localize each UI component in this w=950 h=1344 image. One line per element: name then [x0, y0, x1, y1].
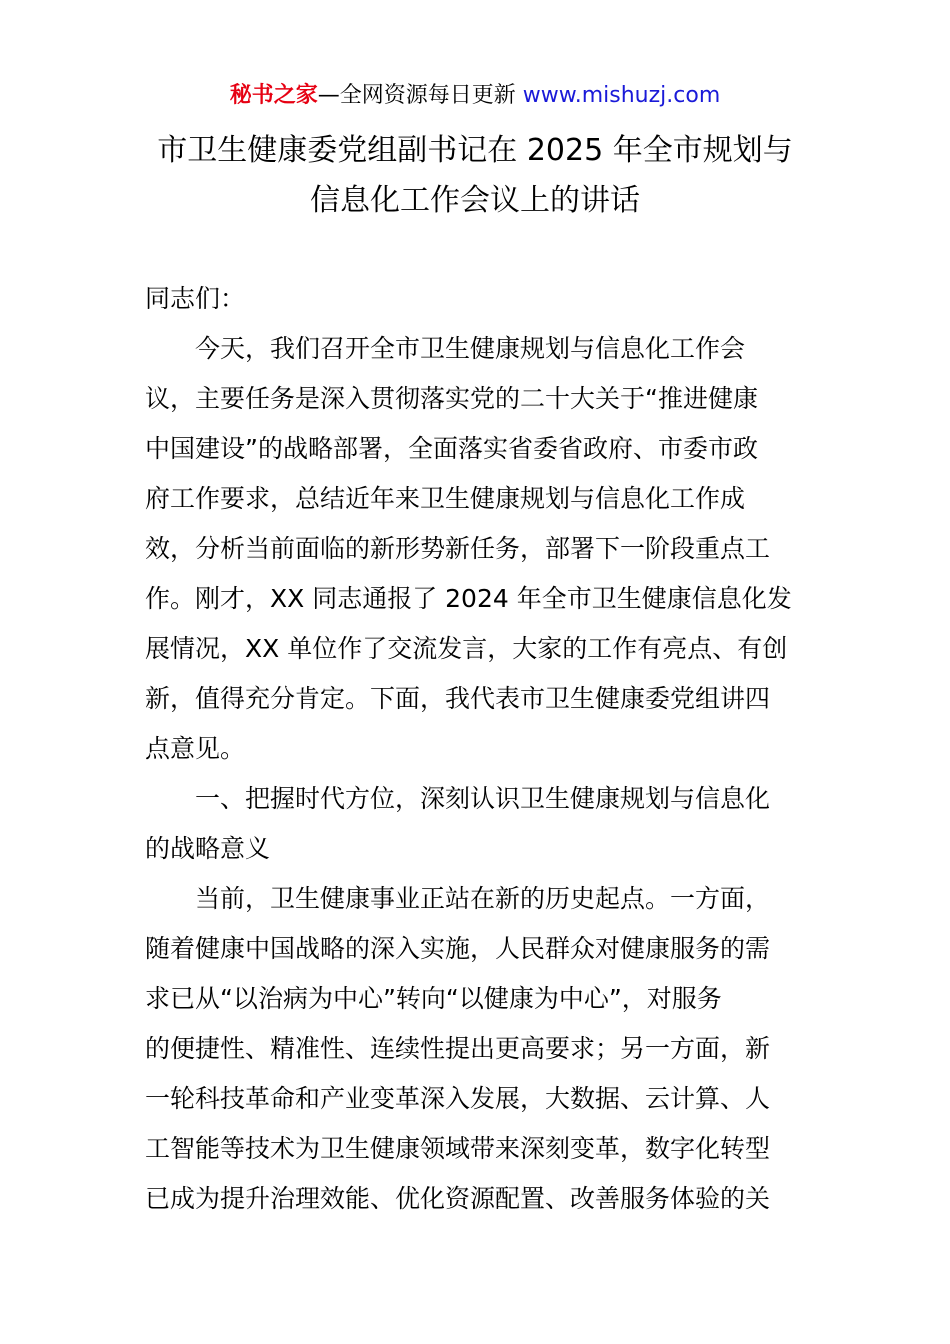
section-heading-line: 一、把握时代方位，深刻认识卫生健康规划与信息化: [195, 784, 771, 813]
paragraph-line: 作。刚才，XX 同志通报了 2024 年全市卫生健康信息化发: [145, 584, 792, 613]
paragraph-line: 效，分析当前面临的新形势新任务，部署下一阶段重点工: [145, 534, 771, 563]
site-url-link[interactable]: www.mishuzj.com: [522, 83, 721, 108]
paragraph-line: 当前，卫生健康事业正站在新的历史起点。一方面，: [195, 884, 771, 913]
document-title: [100, 126, 850, 226]
speech-body: [145, 274, 810, 1224]
paragraph-line: 求已从“以治病为中心”转向“以健康为中心”，对服务: [145, 984, 722, 1013]
site-banner: [0, 80, 950, 112]
paragraph-line: 展情况，XX 单位作了交流发言，大家的工作有亮点、有创: [145, 634, 788, 663]
paragraph-line: 一轮科技革命和产业变革深入发展，大数据、云计算、人: [145, 1084, 771, 1113]
paragraph-line: 已成为提升治理效能、优化资源配置、改善服务体验的关: [145, 1184, 771, 1213]
paragraph-line: 府工作要求，总结近年来卫生健康规划与信息化工作成: [145, 484, 746, 513]
section-heading-line: 的战略意义: [145, 834, 271, 863]
title-line-2: 信息化工作会议上的讲话: [310, 183, 640, 218]
paragraph-line: 中国建设”的战略部署，全面落实省委省政府、市委市政: [145, 434, 758, 463]
paragraph-line: 工智能等技术为卫生健康领域带来深刻变革，数字化转型: [145, 1134, 771, 1163]
salutation: 同志们：: [145, 284, 246, 313]
brand-name: 秘书之家: [229, 83, 318, 108]
paragraph-line: 议，主要任务是深入贯彻落实党的二十大关于“推进健康: [145, 384, 758, 413]
paragraph-line: 今天，我们召开全市卫生健康规划与信息化工作会: [195, 334, 746, 363]
title-line-1: 市卫生健康委党组副书记在 2025 年全市规划与: [157, 133, 793, 168]
banner-tagline: —全网资源每日更新: [317, 83, 523, 108]
paragraph-line: 随着健康中国战略的深入实施，人民群众对健康服务的需: [145, 934, 771, 963]
paragraph-line: 的便捷性、精准性、连续性提出更高要求；另一方面，新: [145, 1034, 771, 1063]
paragraph-line: 点意见。: [145, 734, 246, 763]
paragraph-line: 新，值得充分肯定。下面，我代表市卫生健康委党组讲四: [145, 684, 771, 713]
